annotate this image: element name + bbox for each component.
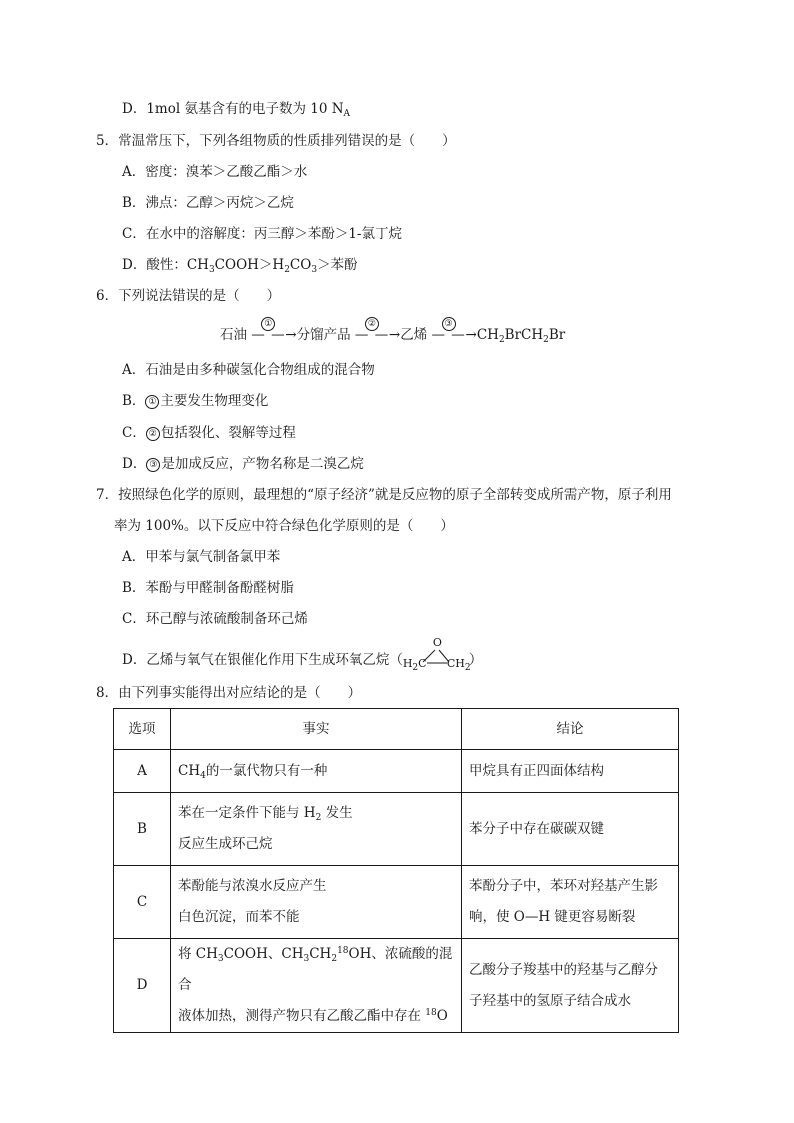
table-header-row — [114, 709, 679, 750]
q5-option-a: A．密度：溴苯＞乙酸乙酯＞水 — [122, 164, 308, 180]
q5-option-b: B．沸点：乙醇＞丙烷＞乙烷 — [122, 195, 294, 211]
q5-stem: 5．常温常压下，下列各组物质的性质排列错误的是（ ） — [96, 133, 456, 149]
header-fact: 事实 — [171, 709, 462, 750]
row-option: B — [114, 793, 171, 866]
row-conclusion: 甲烷具有正四面体结构 — [462, 750, 679, 793]
header-conclusion: 结论 — [462, 709, 679, 750]
step-arrow-1: ① — — — [251, 319, 286, 343]
q6-option-d: D． ③ 是加成反应，产物名称是二溴乙烷 — [122, 456, 364, 472]
q7-option-c: C．环己醇与浓硫酸制备环己烯 — [122, 611, 308, 627]
row-fact: 将 $CH_3COOH$、$CH_3CH_2^{18}OH$、浓硫酸的混合 液体加热，测得产物只有乙酸乙酯中存在 $^{18}$O — [171, 939, 462, 1033]
q6-option-b: B． ① 主要发生物理变化 — [122, 393, 269, 409]
q8-table — [113, 708, 679, 1033]
row-conclusion: 苯酚分子中，苯环对羟基产生影 响，使 O—H 键更容易断裂 — [462, 866, 679, 939]
q6-option-a: A．石油是由多种碳氢化合物组成的混合物 — [122, 362, 375, 378]
q6-option-c: C． ② 包括裂化、裂解等过程 — [122, 425, 296, 441]
q7-option-a: A．甲苯与氯气制备氯甲苯 — [122, 549, 281, 565]
epoxide-structure: O $H_2C$ $CH_2$ — [402, 636, 471, 673]
q7-stem-line2: 率为 100%。以下反应中符合绿色化学原则的是（ ） — [114, 518, 454, 534]
table-row — [114, 866, 679, 939]
table-row — [114, 750, 679, 793]
table-row — [114, 793, 679, 866]
q4-option-d: D．1mol 氨基含有的电子数为 10 $N_A$ — [122, 101, 351, 119]
q5-option-c: C．在水中的溶解度：丙三醇＞苯酚＞1-氯丁烷 — [122, 226, 402, 242]
q5-option-d: D．酸性：$CH_3COOH>H_2CO_3>$苯酚 — [122, 257, 358, 275]
step-arrow-3: ③ — — — [431, 319, 466, 343]
step-arrow-2: ② — — — [354, 319, 390, 343]
row-conclusion: 乙酸分子羧基中的羟基与乙醇分 子羟基中的氢原子结合成水 — [462, 939, 679, 1033]
q6-reaction-scheme: 石油 ① — — →分馏产品 ② — — →乙烯 ③ — — $\to CH_2BrCH_2Br$ — [220, 319, 566, 345]
row-fact: $CH_4$的一氯代物只有一种 — [171, 750, 462, 793]
row-conclusion: 苯分子中存在碳碳双键 — [462, 793, 679, 866]
q7-option-d: D．乙烯与氧气在银催化作用下生成环氧乙烷（ O $H_2C$ $CH_2$ ） — [122, 648, 482, 678]
row-option: A — [114, 750, 171, 793]
q8-stem: 8．由下列事实能得出对应结论的是（ ） — [96, 685, 362, 701]
q6-stem: 6．下列说法错误的是（ ） — [96, 288, 281, 304]
row-fact: 苯在一定条件下能与 $H_2$ 发生 反应生成环己烷 — [171, 793, 462, 866]
row-option: C — [114, 866, 171, 939]
table-row — [114, 939, 679, 1033]
row-option: D — [114, 939, 171, 1033]
q7-stem-line1: 7．按照绿色化学的原则，最理想的“原子经济”就是反应物的原子全部转变成所需产物，原子利用 — [96, 487, 672, 503]
q7-option-b: B．苯酚与甲醛制备酚醛树脂 — [122, 580, 294, 596]
row-fact: 苯酚能与浓溴水反应产生 白色沉淀，而苯不能 — [171, 866, 462, 939]
header-option: 选项 — [114, 709, 171, 750]
